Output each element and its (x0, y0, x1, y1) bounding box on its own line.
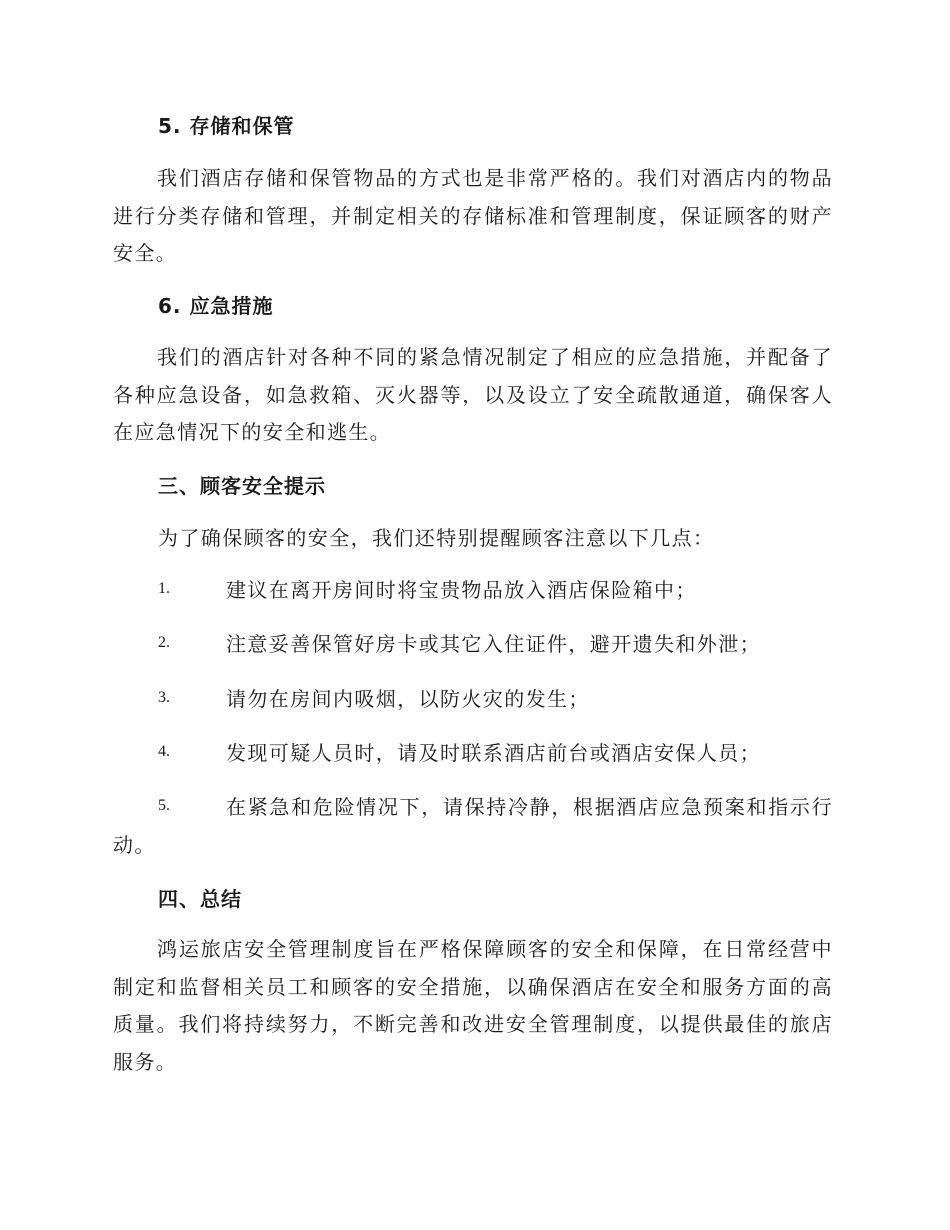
list-item-text: 在紧急和危险情况下，请保持冷静，根据酒店应急预案和指示行动。 (113, 795, 833, 857)
list-item-number: 1. (158, 580, 170, 597)
list-item-text: 发现可疑人员时，请及时联系酒店前台或酒店安保人员； (226, 741, 761, 765)
list-item-text: 建议在离开房间时将宝贵物品放入酒店保险箱中； (226, 578, 697, 602)
section-heading-storage: 5. 存储和保管 (158, 114, 295, 138)
list-item (113, 789, 833, 864)
list-item-text: 请勿在房间内吸烟，以防火灾的发生； (226, 687, 590, 711)
list-item-number: 3. (158, 689, 170, 706)
list-item (113, 572, 833, 610)
summary-paragraph: 鸿运旅店安全管理制度旨在严格保障顾客的安全和保障，在日常经营中制定和监督相关员工和顾客的安全措施，以确保酒店在安全和服务方面的高质量。我们将持续努力，不断完善和改进安全管理制度，以提供最佳的旅店服务。 (113, 937, 833, 1074)
list-item (113, 735, 833, 773)
section-heading-safety-tips: 三、顾客安全提示 (158, 474, 326, 498)
list-item-number: 5. (158, 797, 170, 814)
storage-paragraph: 我们酒店存储和保管物品的方式也是非常严格的。我们对酒店内的物品进行分类存储和管理，并制定相关的存储标准和管理制度，保证顾客的财产安全。 (113, 166, 833, 265)
list-item-number: 4. (158, 743, 170, 760)
section-heading-summary: 四、总结 (158, 887, 242, 911)
safety-tips-intro: 为了确保顾客的安全，我们还特别提醒顾客注意以下几点： (158, 526, 715, 550)
list-item (113, 681, 833, 719)
emergency-paragraph: 我们的酒店针对各种不同的紧急情况制定了相应的应急措施，并配备了各种应急设备，如急救箱、灭火器等，以及设立了安全疏散通道，确保客人在应急情况下的安全和逃生。 (113, 345, 833, 444)
list-item-number: 2. (158, 634, 170, 651)
list-item (113, 626, 833, 664)
list-item-text: 注意妥善保管好房卡或其它入住证件，避开遗失和外泄； (226, 632, 761, 656)
section-heading-emergency: 6. 应急措施 (158, 294, 274, 318)
